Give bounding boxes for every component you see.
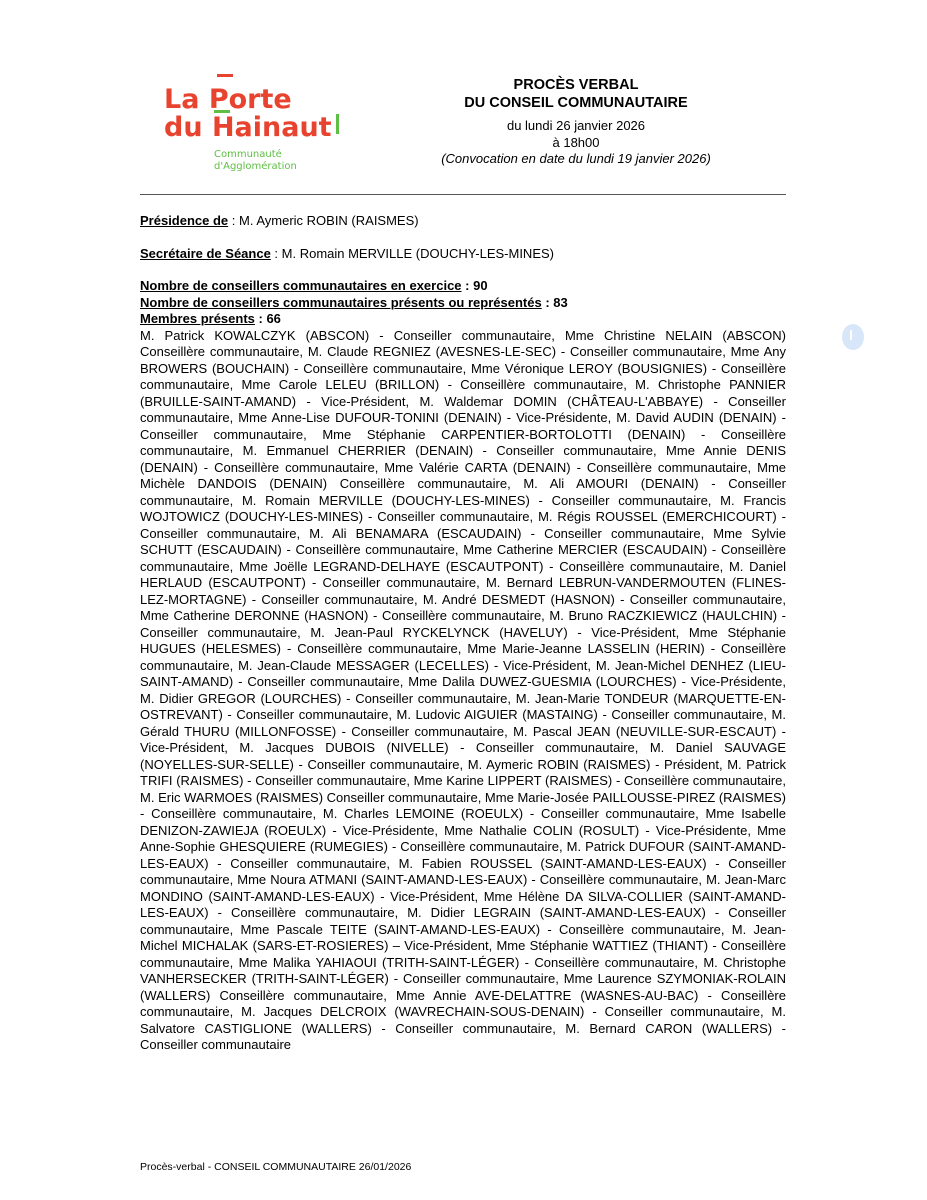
logo-sub2: d'Agglomération — [214, 161, 297, 172]
exercice-line — [140, 278, 786, 295]
presidence-value: : M. Aymeric ROBIN (RAISMES) — [228, 213, 419, 228]
document-body — [140, 213, 786, 1054]
scroll-marker-icon[interactable] — [842, 324, 864, 350]
presents-label: Nombre de conseillers communautaires présents ou représentés — [140, 294, 542, 310]
logo-line1: La Porte — [164, 84, 292, 115]
presidence-line — [140, 213, 786, 230]
header-divider — [140, 194, 786, 195]
meeting-date: du lundi 26 janvier 2026 — [506, 118, 646, 133]
membres-line — [140, 311, 786, 328]
document-title: PROCÈS VERBAL — [513, 77, 639, 93]
logo-line2: du Hainaut — [164, 112, 332, 143]
organization-logo — [162, 74, 352, 174]
secretaire-label: Secrétaire de Séance — [140, 245, 271, 261]
exercice-label: Nombre de conseillers communautaires en exercice — [140, 278, 462, 293]
document-subtitle: DU CONSEIL COMMUNAUTAIRE — [464, 95, 688, 111]
members-list: M. Patrick KOWALCZYK (ABSCON) - Conseiller communautaire, Mme Christine NELAIN (ABSCON) Conseillère communautaire, M. Claude REGNIEZ (AVESNES-LE-SEC) - Conseiller communautaire, Mme Any BROWERS (BOUCHAIN) - Conseillère communautaire, Mme Véronique LEROY (BOUSIGNIES) - Conseillère communautaire, Mme Carole LELEU (BRILLON) - Conseillère communautaire, M. Christophe PANNIER (BRUILLE-SAINT-AMAND) - Vice-Président, M. Waldemar DOMIN (CHÂTEAU-L'ABBAYE) - Conseiller communautaire, Mme Anne-Lise DUFOUR-TONINI (DENAIN) - Vice-Présidente, M. David AUDIN (DENAIN) - Conseiller communautaire, Mme Stéphanie CARPENTIER-BORTOLOTTI (DENAIN) - Conseillère communautaire, M. Emmanuel CHERRIER (DENAIN) - Conseiller communautaire, Mme Annie DENIS (DENAIN) - Conseillère communautaire, Mme Valérie CARTA (DENAIN) - Conseillère communautaire, Mme Michèle DANDOIS (DENAIN) Conseillère communautaire, M. Ali AMOURI (DENAIN) - Conseiller communautaire, M. Romain MERVILLE (DOUCHY-LES-MINES) - Conseiller communautaire, M. Francis WOJTOWICZ (DOUCHY-LES-MINES) - Conseiller communautaire, M. Régis ROUSSEL (EMERCHICOURT) - Conseiller communautaire, M. Ali BENAMARA (ESCAUDAIN) - Conseiller communautaire, Mme Sylvie SCHUTT (ESCAUDAIN) - Conseillère communautaire, Mme Catherine MERCIER (ESCAUDAIN) - Conseillère communautaire, Mme Joëlle LEGRAND-DELHAYE (ESCAUTPONT) - Conseillère communautaire, M. Daniel HERLAUD (ESCAUTPONT) - Conseiller communautaire, M. Bernard LEBRUN-VANDERMOUTEN (FLINES-LEZ-MORTAGNE) - Conseiller communautaire, M. André DESMEDT (HASNON) - Conseiller communautaire, Mme Catherine DERONNE (HASNON) - Conseillère communautaire, M. Bruno RACZKIEWICZ (HAULCHIN) - Conseiller communautaire, M. Jean-Paul RYCKELYNCK (HAVELUY) - Vice-Président, Mme Stéphanie HUGUES (HELESMES) - Conseillère communautaire, Mme Marie-Jeanne LASSELIN (HERIN) - Conseillère communautaire, M. Jean-Claude MESSAGER (LECELLES) - Vice-Président, M. Jean-Michel DENHEZ (LIEU-SAINT-AMAND) - Conseiller communautaire, Mme Dalila DUWEZ-GUESMIA (LOURCHES) - Vice-Présidente, M. Didier GREGOR (LOURCHES) - Conseiller communautaire, M. Jean-Marie TONDEUR (MARQUETTE-EN-OSTREVANT) - Conseiller communautaire, M. Ludovic AIGUIER (MASTAING) - Conseiller communautaire, M. Gérald THURU (MILLONFOSSE) - Conseiller communautaire, M. Pascal JEAN (NEUVILLE-SUR-ESCAUT) - Vice-Président, M. Jacques DUBOIS (NIVELLE) - Conseiller communautaire, M. Daniel SAUVAGE (NOYELLES-SUR-SELLE) - Conseiller communautaire, M. Aymeric ROBIN (RAISMES) - Président, M. Patrick TRIFI (RAISMES) - Conseiller communautaire, Mme Karine LIPPERT (RAISMES) - Conseillère communautaire, M. Eric WARMOES (RAISMES) Conseiller communautaire, Mme Marie-Josée PAILLOUSSE-PIREZ (RAISMES) - Conseillère communautaire, M. Charles LEMOINE (ROEULX) - Conseiller communautaire, Mme Isabelle DENIZON-ZAWIEJA (ROEULX) - Vice-Présidente, Mme Nathalie COLIN (ROSULT) - Vice-Présidente, Mme Anne-Sophie GHESQUIERE (RUMEGIES) - Conseillère communautaire, M. Patrick DUFOUR (SAINT-AMAND-LES-EAUX) - Conseiller communautaire, M. Fabien ROUSSEL (SAINT-AMAND-LES-EAUX) - Conseiller communautaire, Mme Noura ATMANI (SAINT-AMAND-LES-EAUX) - Conseillère communautaire, M. Jean-Marc MONDINO (SAINT-AMAND-LES-EAUX) - Vice-Président, Mme Hélène DA SILVA-COLLIER (SAINT-AMAND-LES-EAUX) - Conseillère communautaire, M. Didier LEGRAIN (SAINT-AMAND-LES-EAUX) - Conseiller communautaire, Mme Pascale TEITE (SAINT-AMAND-LES-EAUX) - Conseillère communautaire, M. Jean-Michel MICHALAK (SARS-ET-ROSIERES) – Vice-Président, Mme Stéphanie WATTIEZ (THIANT) - Conseillère communautaire, Mme Malika YAHIAOUI (TRITH-SAINT-LÉGER) - Conseillère communautaire, M. Christophe VANHERSECKER (TRITH-SAINT-LÉGER) - Conseiller communautaire, Mme Laurence SZYMONIAK-ROLAIN (WALLERS) Conseillère communautaire, Mme Annie AVE-DELATTRE (WASNES-AU-BAC) - Conseillère communautaire, M. Jacques DELCROIX (WAVRECHAIN-SOUS-DENAIN) - Conseiller communautaire, M. Salvatore CASTIGLIONE (WALLERS) - Conseiller communautaire, M. Bernard CARON (WALLERS) - Conseiller communautaire — [140, 327, 786, 1052]
convocation-note: (Convocation en date du lundi 19 janvier 2026) — [441, 151, 711, 166]
secretaire-value: : M. Romain MERVILLE (DOUCHY-LES-MINES) — [270, 245, 554, 261]
meeting-time: à 18h00 — [552, 134, 600, 150]
logo-sub1: Communauté — [214, 149, 282, 160]
membres-label: Membres présents — [140, 311, 255, 326]
presents-line — [140, 295, 786, 312]
exercice-value: : 90 — [461, 278, 488, 293]
secretaire-line — [140, 246, 786, 263]
presidence-label: Présidence de — [140, 213, 229, 228]
document-header — [410, 76, 742, 168]
presents-value: : 83 — [541, 294, 568, 310]
membres-value: : 66 — [254, 311, 281, 326]
page-footer: Procès-verbal - CONSEIL COMMUNAUTAIRE 26/01/2026 — [140, 1161, 412, 1173]
